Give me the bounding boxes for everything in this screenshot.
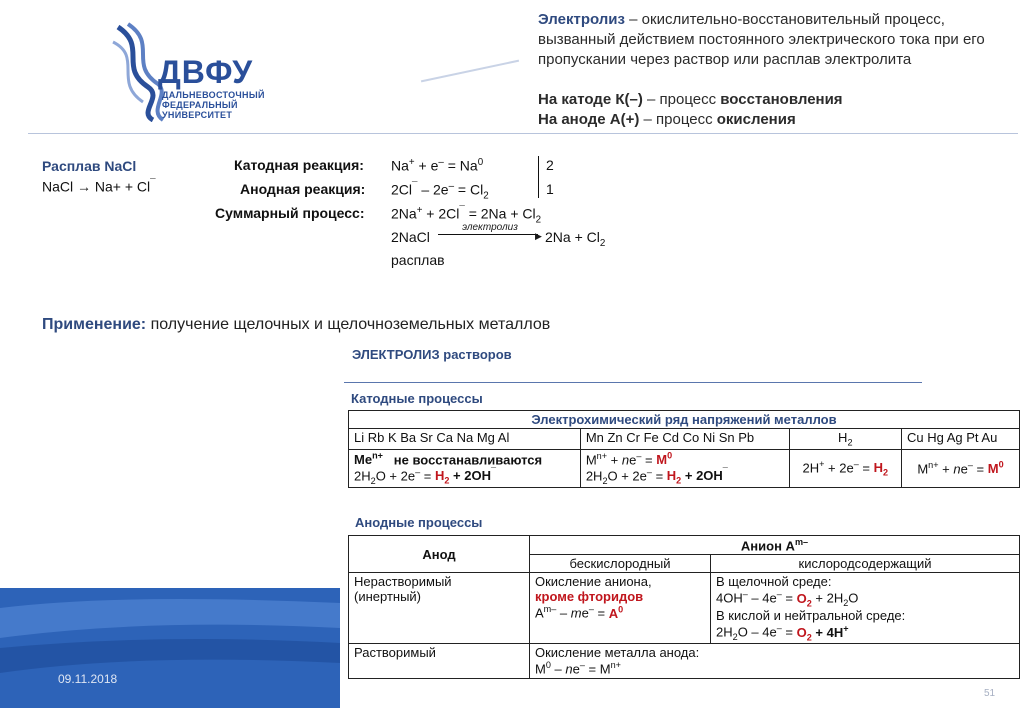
page-number: 51	[984, 688, 996, 699]
coef-anode: 1	[546, 181, 554, 197]
anion-column-header: Анион $A^{m-}$	[530, 536, 1020, 555]
total-process-label: Суммарный процесс:	[215, 205, 365, 221]
electrolysis-equation: 2NaCl	[391, 229, 430, 245]
definition-term: Электролиз	[538, 11, 625, 28]
cathode-reaction: $Na^+ + e^- = Na^0$	[391, 157, 484, 174]
anode-column-header: Анод	[349, 536, 530, 573]
soluble-anode-cell: Растворимый	[349, 644, 530, 678]
metal-group-3: $H_2$	[789, 429, 901, 450]
cathode-table	[348, 410, 1020, 488]
insoluble-anode-cell: Нерастворимый (инертный)	[349, 573, 530, 644]
melt-dissociation: NaCl → Na+ + Cl¯	[42, 178, 156, 195]
total-equation: $2Na^+ + 2Cl^¯ = 2Na + Cl_2$	[391, 205, 542, 226]
footer-date: 09.11.2018	[58, 672, 118, 686]
oxygen-containing-header: кислородсодержащий	[711, 555, 1020, 573]
oxygen-containing-cell: В щелочной среде: $4OH^- - 4e^- = O_2 + 2H_2O$ В кислой и нейтральной среде: $2H_2O - 4e^- = O_2 + 4H^+$	[711, 573, 1020, 644]
header-divider	[28, 133, 1018, 134]
anode-reaction: $2Cl^¯ - 2e^- = Cl_2$	[391, 181, 489, 202]
cathode-processes-title: Катодные процессы	[351, 391, 483, 406]
cathode-reaction-label: Катодная реакция:	[234, 157, 364, 173]
solutions-title: ЭЛЕКТРОЛИЗ растворов	[352, 347, 512, 362]
anion-oxidation-cell: Окисление аниона, кроме фторидов $A^{m-} - me^- = A^0$	[530, 573, 711, 644]
anode-word: окисления	[716, 111, 796, 128]
logo-line-1: ДАЛЬНЕВОСТОЧНЫЙ	[162, 90, 265, 100]
electrolysis-products: $2Na + Cl_2$	[545, 229, 606, 249]
anode-prefix: На аноде А(+)	[538, 111, 640, 128]
coef-cathode: 2	[546, 157, 554, 173]
melt-word: расплав	[391, 252, 445, 268]
cathode-prefix: На катоде К(–)	[538, 91, 643, 108]
anode-table	[348, 535, 1020, 679]
oxygen-free-header: бескислородный	[530, 555, 711, 573]
logo-abbr: ДВФУ	[158, 54, 254, 90]
definition-block	[538, 10, 1008, 130]
application-label: Применение:	[42, 316, 147, 333]
arrow-label: электролиз	[462, 222, 518, 233]
application-text: получение щелочных и щелочноземельных металлов	[146, 316, 551, 333]
series-header: Электрохимический ряд напряжений металлов	[349, 411, 1020, 429]
decor-line	[421, 60, 519, 83]
anode-processes-title: Анодные процессы	[355, 515, 483, 530]
coef-divider	[538, 156, 539, 198]
definition-text: – окислительно-восстановительный процесс, вызванный действием постоянного электрического тока при его пропускании через раствор или расплав электролита	[538, 11, 985, 68]
footer-band	[0, 588, 340, 708]
group-3-processes: $2H^+ + 2e^- = H_2$	[789, 449, 901, 487]
logo-line-2: ФЕДЕРАЛЬНЫЙ	[162, 100, 238, 110]
metal-group-1: Li Rb K Ba Sr Ca Na Mg Al	[349, 429, 581, 450]
solutions-divider	[344, 382, 922, 383]
metal-oxidation-cell: Окисление металла анода: $M^0 - ne^- = M^{n+}$	[530, 644, 1020, 678]
anode-mid: – процесс	[639, 111, 717, 128]
application-line	[42, 316, 550, 334]
group-4-processes: $M^{n+} + ne^- = M^0$	[901, 449, 1019, 487]
anode-reaction-label: Анодная реакция:	[240, 181, 366, 197]
arrow-head-icon: ▶	[535, 231, 542, 241]
group-1-processes: $Me^{n+}$ не восстанавливаются $2H_2O + 2e^- = H_2 + 2OH^¯$	[349, 449, 581, 487]
metal-group-4: Cu Hg Ag Pt Au	[901, 429, 1019, 450]
group-2-processes: $M^{n+} + ne^- = M^0$ $2H_2O + 2e^- = H_2 + 2OH^¯$	[580, 449, 789, 487]
metal-group-2: Mn Zn Cr Fe Cd Co Ni Sn Pb	[580, 429, 789, 450]
melt-title: Расплав NaCl	[42, 158, 137, 174]
reaction-arrow	[438, 234, 538, 235]
cathode-word: восстановления	[720, 91, 843, 108]
logo-line-3: УНИВЕРСИТЕТ	[162, 110, 233, 120]
cathode-mid: – процесс	[642, 91, 721, 108]
